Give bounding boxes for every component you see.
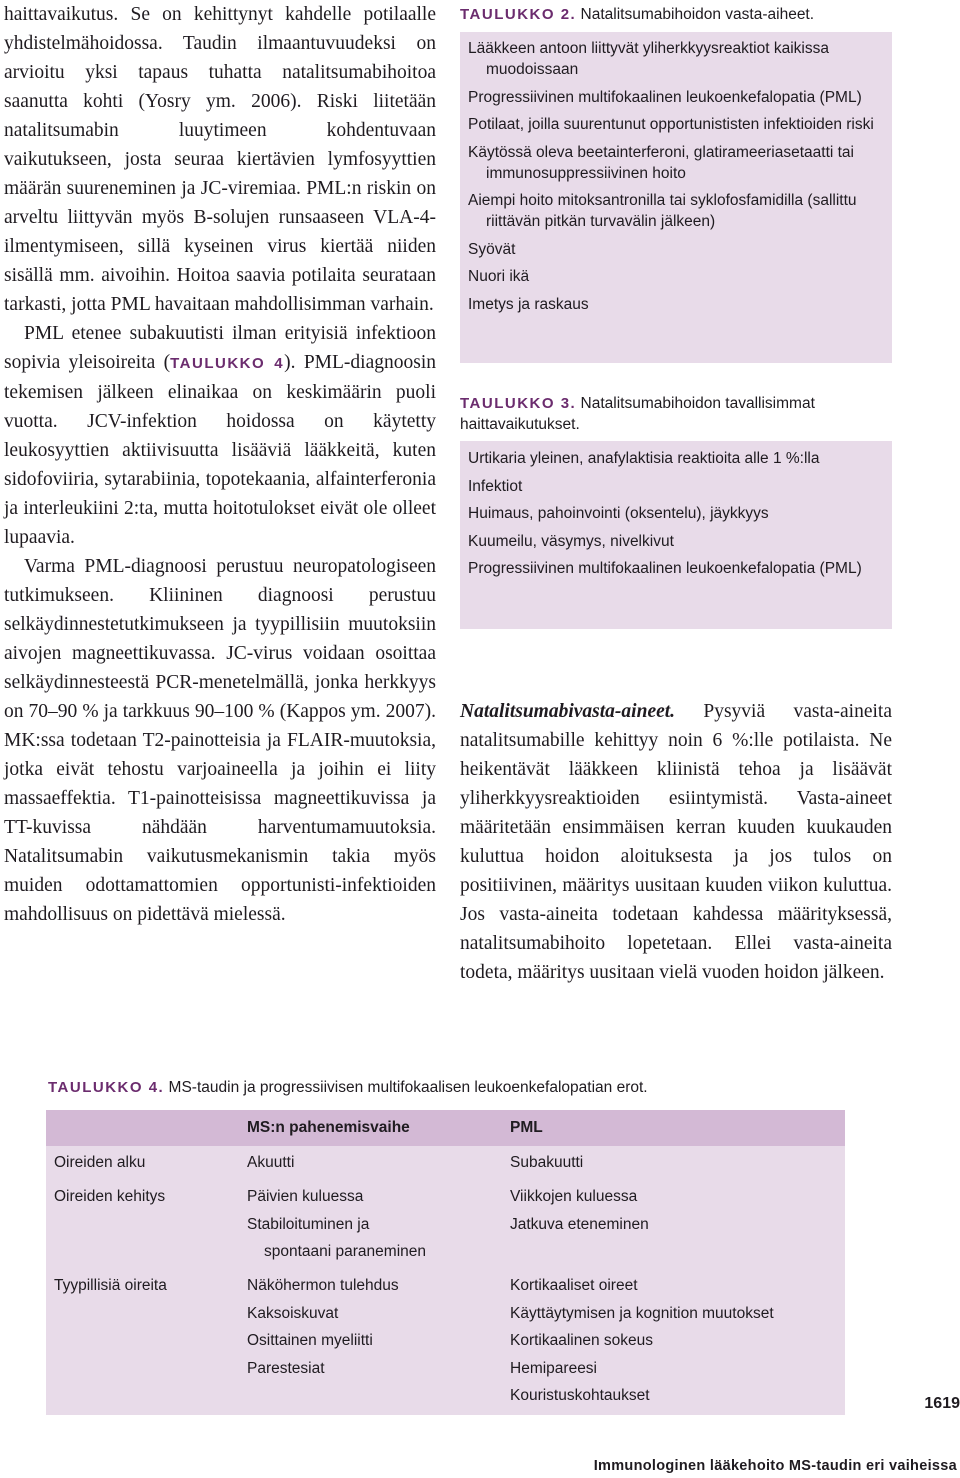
table-3-row: Infektiot bbox=[468, 477, 523, 495]
table-2-row: Nuori ikä bbox=[468, 268, 530, 285]
table-3-row: Urtikaria yleinen, anafylaktisia reaktioita alle 1 %:lla bbox=[468, 450, 820, 467]
table-4-cell-line: Kortikaaliset oireet bbox=[510, 1277, 638, 1294]
table-4-reference: TAULUKKO 4 bbox=[170, 355, 285, 372]
table-4-cell-line: Päivien kuluessa bbox=[247, 1188, 364, 1205]
table-4-row-label: Tyypillisiä oireita bbox=[54, 1277, 167, 1294]
table-4-cell-line: Parestesiat bbox=[247, 1359, 325, 1377]
table-3-box bbox=[460, 441, 892, 629]
table-4-title: MS-taudin ja progressiivisen multifokaalisen leukoenkefalopatian erot. bbox=[168, 1079, 648, 1096]
section-heading: Natalitsumabivasta-aineet. bbox=[460, 701, 676, 722]
table-4-pml-cell bbox=[510, 1272, 774, 1410]
table-4-header-row bbox=[46, 1110, 845, 1146]
table-4-ms-cell bbox=[247, 1149, 294, 1177]
table-4-cell-line: Akuutti bbox=[247, 1154, 295, 1171]
table-2-row: Potilaat, joilla suurentunut opportunististen infektioiden riski bbox=[468, 116, 874, 133]
paragraph-2 bbox=[4, 319, 436, 552]
table-4-cell-line: Käyttäytymisen ja kognition muutokset bbox=[510, 1304, 774, 1322]
table-4-pml-cell bbox=[510, 1183, 649, 1238]
paragraph-2-text-b: ). PML-diagnoosin tekemisen jälkeen elinaikaa on keskimäärin puoli vuotta. JCV-infektion hoidossa on käytetty leukosyyttien aktiivisuutta lisääviä lääkkeitä, kuten sidofoviiria, sytarabiinia, topotekaania, alfainterferonia ja interleukiini 2:ta, mutta hoitotulokset eivät ole olleet lupaavia. bbox=[4, 352, 436, 548]
table-3-tag: TAULUKKO 3. bbox=[460, 395, 577, 412]
right-column-text bbox=[460, 697, 892, 987]
table-3-row: Kuumeilu, väsymys, nivelkivut bbox=[468, 532, 674, 550]
paragraph-2-text-a: PML etenee subakuutisti ilman erityisiä infektioon sopivia yleisoireita ( bbox=[4, 323, 436, 373]
table-4-cell-line: Kaksoiskuvat bbox=[247, 1304, 339, 1322]
table-4-ms-cell bbox=[247, 1272, 399, 1382]
table-4-header-pml: PML bbox=[510, 1119, 543, 1136]
table-4-ms-cell bbox=[247, 1183, 426, 1266]
left-column-text bbox=[4, 0, 436, 929]
table-4-row-label: Oireiden kehitys bbox=[54, 1188, 166, 1205]
table-4-cell-line: Näköhermon tulehdus bbox=[247, 1277, 399, 1294]
table-2-row: Progressiivinen multifokaalinen leukoenkefalopatia (PML) bbox=[468, 88, 862, 106]
running-footer: Immunologinen lääkehoito MS-taudin eri vaiheissa bbox=[593, 1458, 957, 1474]
table-4-cell-line: Kouristuskohtaukset bbox=[510, 1387, 650, 1404]
table-4-cell-line: Osittainen myeliitti bbox=[247, 1332, 373, 1349]
table-2-row: Aiempi hoito mitoksantronilla tai syklofosfamidilla (sallittu riittävän pitkän turvavälin jälkeen) bbox=[468, 192, 857, 230]
table-4-cell-line: Stabiloituminen ja bbox=[247, 1215, 370, 1233]
table-4-header-ms: MS:n pahenemisvaihe bbox=[247, 1119, 410, 1136]
table-3-title: Natalitsumabihoidon tavallisimmat haittavaikutukset. bbox=[460, 395, 815, 433]
table-2-row: Syövät bbox=[468, 240, 516, 258]
table-4-cell-line: Subakuutti bbox=[510, 1154, 584, 1171]
table-2-title: Natalitsumabihoidon vasta-aiheet. bbox=[580, 6, 815, 23]
table-4-cell-line: spontaani paraneminen bbox=[264, 1243, 427, 1260]
table-2-tag: TAULUKKO 2. bbox=[460, 6, 577, 23]
table-2-row: Käytössä oleva beetainterferoni, glatirameeriasetaatti tai immunosuppressiivinen hoito bbox=[468, 143, 854, 182]
table-2-caption bbox=[460, 4, 900, 25]
table-4-pml-cell bbox=[510, 1149, 583, 1177]
table-2-row: Imetys ja raskaus bbox=[468, 295, 589, 313]
table-4 bbox=[46, 1110, 845, 1415]
table-2-row: Lääkkeen antoon liittyvät yliherkkyysreaktiot kaikissa muodoissaan bbox=[468, 40, 829, 78]
table-4-row-label: Oireiden alku bbox=[54, 1154, 146, 1171]
table-4-caption bbox=[48, 1077, 928, 1098]
paragraph-1: haittavaikutus. Se on kehittynyt kahdelle potilaalle yhdistelmähoidossa. Taudin ilmaantuvuudeksi on arvioitu yksi tapaus tuhatta natalitsumabihoitoa saanutta kohti (Yosry ym. 2006). Riski liitetään natalitsumabin luuytimeen kohdentuvaan vaikutukseen, josta seuraa kiertävien lymfosyyttien määrän suureneminen ja JC-viremiaa. PML:n riskin on arveltu liittyvän myös B-solujen runsaaseen VLA-4-ilmentymiseen, sillä kyseinen virus kiertää niiden sisällä mm. aivoihin. Hoitoa saavia potilaita seurataan tarkasti, jotta PML havaitaan mahdollisimman varhain. bbox=[4, 4, 436, 315]
table-2-box bbox=[460, 32, 892, 363]
paragraph-3: Varma PML-diagnoosi perustuu neuropatologiseen tutkimukseen. Kliininen diagnoosi perustuu selkäydinnestetutkimukseen ja tyypillisiin muutoksiin aivojen magneettikuvassa. JC-virus voidaan osoittaa selkäydinnesteestä PCR-menetelmällä, jonka herkkyys on 70–90 % ja tarkkuus 90–100 % (Kappos ym. 2007). MK:ssa todetaan T2-painotteisia ja FLAIR-muutoksia, jotka eivät tehostu varjoaineella ja joihin ei liity massaeffektia. T1-painotteisissa magneettikuvissa ja TT-kuvissa nähdään harventumamuutoksia. Natalitsumabin vaikutusmekanismin takia myös muiden odottamattomien opportunisti-infektioiden mahdollisuus on pidettävä mielessä. bbox=[4, 556, 436, 925]
table-4-cell-line: Jatkuva eteneminen bbox=[510, 1215, 649, 1233]
page-number: 1619 bbox=[924, 1395, 960, 1412]
table-4-cell-line: Hemipareesi bbox=[510, 1359, 598, 1377]
table-4-cell-line: Kortikaalinen sokeus bbox=[510, 1332, 654, 1349]
table-3-caption bbox=[460, 393, 896, 435]
table-4-cell-line: Viikkojen kuluessa bbox=[510, 1188, 638, 1205]
table-3-row: Progressiivinen multifokaalinen leukoenkefalopatia (PML) bbox=[468, 560, 862, 577]
section-body: Pysyviä vasta-aineita natalitsumabille kehittyy noin 6 %:lle potilaista. Ne heikentävät lääkkeen kliinistä tehoa ja lisäävät yliherkkyysreaktioiden esiintymistä. Vasta-aineet määritetään ensimmäisen kerran kuuden kuukauden kuluttua hoidon aloituksesta ja jos tulos on positiivinen, määritys uusitaan kuuden viikon kuluttua. Jos vasta-aineita todetaan kahdessa määrityksessä, natalitsumabihoito lopetetaan. Ellei vasta-aineita todeta, määritys uusitaan vielä vuoden hoidon jälkeen. bbox=[460, 701, 892, 983]
table-3-row: Huimaus, pahoinvointi (oksentelu), jäykkyys bbox=[468, 505, 769, 522]
table-4-tag: TAULUKKO 4. bbox=[48, 1079, 165, 1096]
